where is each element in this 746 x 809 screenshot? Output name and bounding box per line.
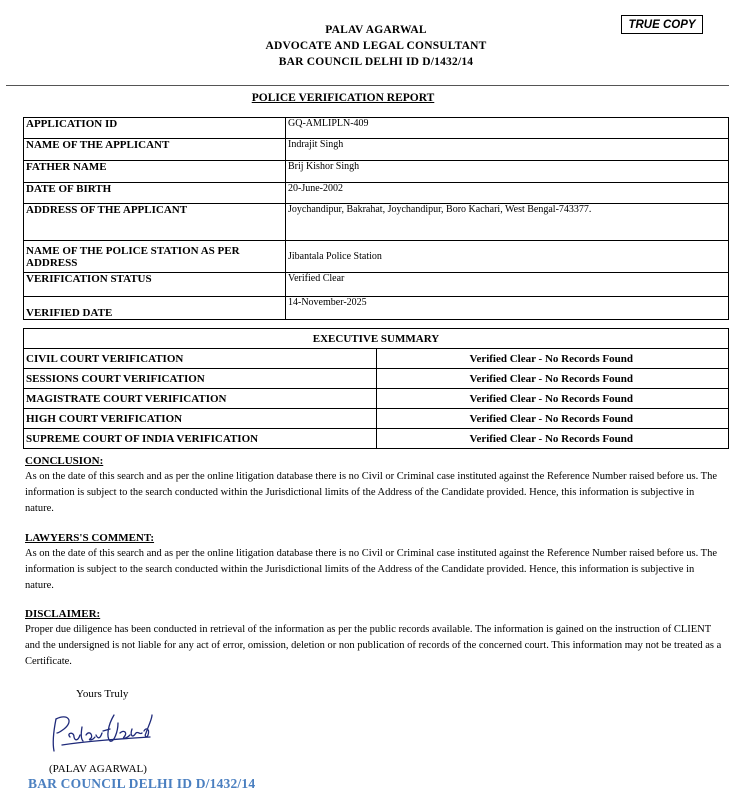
- detail-value: 14-November-2025: [286, 297, 729, 320]
- conclusion-text: As on the date of this search and as per the online litigation database there is no Civil or Criminal case instituted against the Reference Number raised before us. The information is subject to the search conducted within the Jurisdictional limits of the Address of the Candidate provided. Hence, this information is subjective in nature.: [25, 471, 718, 514]
- detail-label: NAME OF THE APPLICANT: [24, 139, 286, 161]
- detail-value: 20-June-2002: [286, 183, 729, 204]
- detail-value: Verified Clear: [286, 273, 729, 297]
- executive-summary-table: [23, 328, 729, 449]
- table-row: [24, 297, 729, 320]
- table-row: [24, 349, 729, 369]
- table-row: [24, 161, 729, 183]
- detail-label: FATHER NAME: [24, 161, 286, 183]
- table-row: [24, 204, 729, 241]
- disclaimer-text: Proper due diligence has been conducted in retrieval of the information as per the public records available. The information is gained on the instruction of CLIENT and the undersigned is not liable for any act of error, omission, deletion or non publication of records of the concerned court. This information may not be treated as a Certificate.: [25, 624, 722, 667]
- detail-value: Joychandipur, Bakrahat, Joychandipur, Boro Kachari, West Bengal-743377.: [286, 204, 729, 241]
- details-table: [23, 117, 729, 320]
- detail-label: NAME OF THE POLICE STATION AS PER ADDRESS: [24, 241, 286, 273]
- summary-value: Verified Clear - No Records Found: [376, 369, 729, 389]
- table-row: [24, 183, 729, 204]
- summary-value: Verified Clear - No Records Found: [376, 429, 729, 449]
- advocate-name: PALAV AGARWAL: [325, 24, 427, 36]
- signer-bar-council-id: BAR COUNCIL DELHI ID D/1432/14: [28, 776, 256, 791]
- lawyers-comment-text: As on the date of this search and as per the online litigation database there is no Civil or Criminal case instituted against the Reference Number raised before us. The information is subject to the search conducted within the Jurisdictional limits of the Address of the Candidate provided. Hence, this information is subjective in nature.: [25, 548, 718, 591]
- closing-salutation: Yours Truly: [76, 688, 129, 700]
- summary-label: SESSIONS COURT VERIFICATION: [24, 369, 377, 389]
- detail-value: GQ-AMLIPLN-409: [286, 118, 729, 139]
- lawyers-comment-section: [25, 530, 725, 594]
- handwritten-signature: [48, 707, 158, 759]
- summary-label: MAGISTRATE COURT VERIFICATION: [24, 389, 377, 409]
- table-row: [24, 429, 729, 449]
- advocate-title: ADVOCATE AND LEGAL CONSULTANT: [265, 40, 487, 52]
- detail-value: Jibantala Police Station: [286, 241, 729, 273]
- detail-label: VERIFIED DATE: [24, 297, 286, 320]
- disclaimer-heading: DISCLAIMER:: [25, 608, 101, 620]
- lawyers-comment-heading: LAWYERS'S COMMENT:: [25, 532, 155, 544]
- summary-label: CIVIL COURT VERIFICATION: [24, 349, 377, 369]
- detail-label: VERIFICATION STATUS: [24, 273, 286, 297]
- detail-label: APPLICATION ID: [24, 118, 286, 139]
- summary-value: Verified Clear - No Records Found: [376, 389, 729, 409]
- table-row: [24, 329, 729, 349]
- table-row: [24, 369, 729, 389]
- detail-label: DATE OF BIRTH: [24, 183, 286, 204]
- summary-label: SUPREME COURT OF INDIA VERIFICATION: [24, 429, 377, 449]
- detail-value: Indrajit Singh: [286, 139, 729, 161]
- table-row: [24, 409, 729, 429]
- disclaimer-section: [25, 606, 725, 670]
- true-copy-stamp: TRUE COPY: [621, 15, 703, 34]
- conclusion-section: [25, 453, 725, 517]
- signer-name: (PALAV AGARWAL): [49, 763, 147, 775]
- table-row: [24, 118, 729, 139]
- table-row: [24, 139, 729, 161]
- table-row: [24, 389, 729, 409]
- report-title: POLICE VERIFICATION REPORT: [251, 92, 435, 104]
- detail-label: ADDRESS OF THE APPLICANT: [24, 204, 286, 241]
- detail-value: Brij Kishor Singh: [286, 161, 729, 183]
- conclusion-heading: CONCLUSION:: [25, 455, 104, 467]
- table-row: [24, 241, 729, 273]
- header-divider: [6, 85, 729, 86]
- table-row: [24, 273, 729, 297]
- summary-value: Verified Clear - No Records Found: [376, 409, 729, 429]
- advocate-bar-id: BAR COUNCIL DELHI ID D/1432/14: [278, 56, 474, 68]
- summary-heading: EXECUTIVE SUMMARY: [24, 329, 729, 349]
- summary-label: HIGH COURT VERIFICATION: [24, 409, 377, 429]
- summary-value: Verified Clear - No Records Found: [376, 349, 729, 369]
